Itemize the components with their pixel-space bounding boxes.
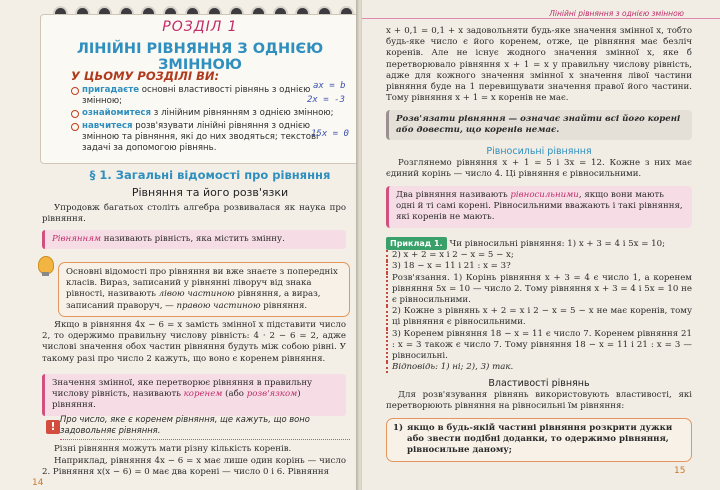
definition-equation: Рівнянням називають рівність, яка містить змінну. (42, 230, 346, 249)
paragraph: Якщо в рівняння 4x − 6 = x замість змінної x підставити число 2, то одержимо правильну числову рівність: 4 · 2 − 6 = 2, адже числові значення обох частин рівняння будуть між собою рівні. У такому разі про число 2 кажуть, що воно є коренем рівняння. (42, 320, 346, 364)
chapter-goals-heading: У ЦЬОМУ РОЗДІЛІ ВИ: (71, 69, 220, 83)
example-question: Приклад 1. Чи рівносильні рівняння: 1) x + 3 = 4 і 5x = 10; (386, 237, 692, 250)
equivalent-definition-box: Два рівняння називають рівносильними, якщо вони мають одні й ті самі корені. Рівносильними вважають і такі рівняння, які коренів не мають. (386, 186, 692, 228)
exclamation-icon: ! (46, 420, 60, 434)
info-box: Основні відомості про рівняння ви вже знаєте з попередніх класів. Вираз, записаний у рівнянні ліворуч від знака рівності, називають лівою частиною рівняння, а вираз, записаний праворуч, — правою частиною рівняння. (58, 262, 350, 317)
solution-line: Розв'язання. 1) Корінь рівняння x + 3 = 4 є число 1, а коренем рівняння 5x = 10 — число 2. Тому рівняння x + 3 = 4 і 5x = 10 не є рівносильними. (386, 273, 692, 307)
note-text: Про число, яке є коренем рівняння, ще кажуть, що воно задовольняє рівняння. (60, 414, 350, 440)
chapter-title: ЛІНІЙНІ РІВНЯННЯ З ОДНІЄЮ ЗМІННОЮ (76, 41, 324, 73)
bullet-icon (71, 123, 79, 131)
solution-line: 3) Коренем рівняння 18 − x = 11 є число 7. Коренем рівняння 21 : x = 3 також є число 7. Тому рівняння 18 − x = 11 і 21 : x = 3 — рівносильні. (386, 329, 692, 363)
goal-item: навчитеся розв'язувати лінійні рівняння з однією змінною та рівняння, які до них зводяться; текстові задачі за допомогою рівнянь. (71, 121, 341, 155)
goal-item: ознайомитеся з лінійним рівнянням з однією змінною; (71, 108, 341, 119)
bullet-icon (71, 110, 79, 118)
subsection-title: Рівняння та його розв'язки (131, 186, 289, 199)
page-number: 15 (674, 466, 686, 476)
handwritten-note: 15x = 0 (311, 129, 349, 139)
example-tag: Приклад 1. (386, 237, 447, 250)
handwritten-note: ax = b (313, 81, 346, 91)
paragraph: Розглянемо рівняння x + 1 = 5 і 3x = 12. Кожне з них має єдиний корінь — число 4. Ці рівняння є рівносильними. (386, 158, 692, 180)
definition-root: Значення змінної, яке перетворює рівняння в правильну числову рівність, називають коренем (або розв'язком) рівняння. (42, 374, 346, 416)
section-title: § 1. Загальні відомості про рівняння (89, 168, 331, 182)
example-1 (386, 237, 692, 373)
answer-line: Відповідь: 1) ні; 2), 3) так. (386, 362, 692, 373)
right-page (362, 0, 720, 490)
equivalent-equations-title: Рівносильні рівняння (486, 146, 592, 157)
example-line: 3) 18 − x = 11 і 21 : x = 3? (386, 261, 692, 272)
chapter-intro-card (40, 14, 358, 164)
properties-title: Властивості рівнянь (488, 378, 590, 389)
solution-line: 2) Кожне з рівнянь x + 2 = x і 2 − x = 5 − x не має коренів, тому ці рівняння є рівносильними. (386, 306, 692, 328)
paragraph: Різні рівняння можуть мати різну кількість коренів. (54, 444, 292, 454)
lightbulb-icon (38, 256, 54, 274)
goal-item: пригадаєте основні властивості рівнянь з однією змінною; (71, 85, 341, 107)
chapter-goals-list (71, 85, 341, 155)
bullet-icon (71, 87, 79, 95)
left-page (0, 0, 358, 490)
running-header: Лінійні рівняння з однією змінною (362, 4, 720, 19)
paragraph: Для розв'язування рівнянь використовують властивості, які перетворюють рівняння на рівносильні їм рівняння: (386, 390, 692, 412)
intro-paragraph: Упродовж багатьох століть алгебра розвивалася як наука про рівняння. (42, 203, 346, 225)
example-line: 2) x + 2 = x і 2 − x = 5 − x; (386, 250, 692, 261)
page-number: 14 (32, 478, 44, 488)
paragraph: Наприклад, рівняння 4x − 6 = x має лише один корінь — число 2. Рівняння x(x − 6) = 0 має два корені — число 0 і 6. Рівняння (42, 456, 346, 478)
paragraph: x + 0,1 = 0,1 + x задовольняти будь-яке значення змінної x, тобто будь-яке число є його коренем, отже, це рівняння має безліч коренів. Але не існує жодного значення змінної x, яке б перетворювало рівняння x + 1 = x у правильну числову рівність, адже для кожного значення змінної x значення лівої частини рівняння буде на 1 перевищувати значення правої його частини. Тому рівняння x + 1 = x коренів не має. (386, 26, 692, 104)
chapter-label: РОЗДІЛ 1 (162, 19, 238, 35)
solve-definition-box: Розв'язати рівняння — означає знайти всі його корені або довести, що коренів немає. (386, 110, 692, 140)
handwritten-note: 2x = -3 (307, 95, 345, 105)
property-1-box: 1) якщо в будь-якій частині рівняння розкрити дужки або звести подібні доданки, то одержимо рівняння, рівносильне даному; (386, 418, 692, 462)
